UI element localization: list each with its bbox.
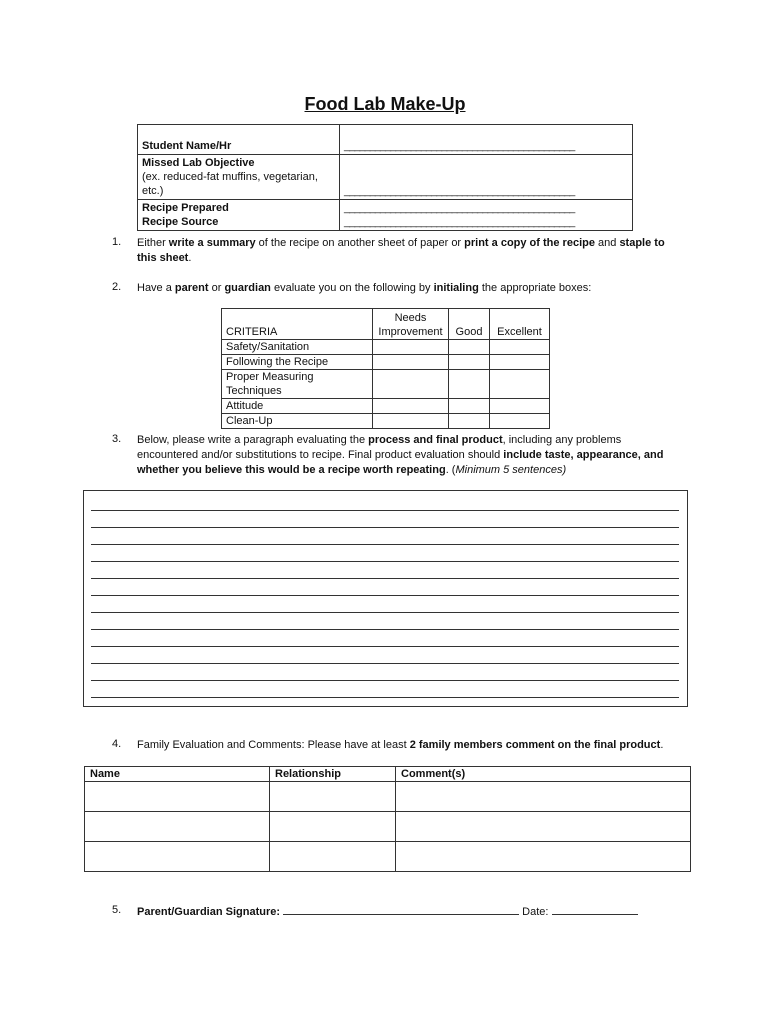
student-name-field[interactable]: _____________________________________________ [340, 125, 633, 155]
criteria-table [221, 308, 550, 429]
rating-box[interactable] [449, 414, 490, 429]
writing-line [91, 612, 679, 613]
rating-box[interactable] [373, 399, 449, 414]
writing-line [91, 629, 679, 630]
criteria-row-label: Safety/Sanitation [222, 340, 373, 355]
rating-box[interactable] [449, 399, 490, 414]
name-header: Name [85, 767, 270, 782]
family-relationship-cell[interactable] [270, 782, 396, 812]
paragraph-box[interactable] [83, 490, 688, 707]
item-1-b3: staple to this sheet [137, 237, 665, 264]
family-relationship-cell[interactable] [270, 842, 396, 872]
family-table [84, 766, 691, 872]
writing-line [91, 663, 679, 664]
signature-line [137, 904, 638, 918]
item-4-b1: 2 family members comment on the final product [409, 739, 661, 751]
item-3-b2: include taste, appearance, and whether you believe this would be a recipe worth repeating [137, 449, 664, 476]
relationship-header: Relationship [270, 767, 396, 782]
writing-line [91, 595, 679, 596]
item-4-t2: . [660, 739, 664, 751]
missed-lab-objective-field[interactable]: _____________________________________________ [340, 155, 633, 200]
rating-box[interactable] [490, 370, 550, 399]
item-4-number: 4. [112, 738, 122, 750]
writing-line [91, 697, 679, 698]
criteria-row-label: Clean-Up [222, 414, 373, 429]
rating-box[interactable] [373, 340, 449, 355]
date-label: Date: [522, 906, 549, 918]
item-1-t3: and [594, 237, 620, 249]
missed-lab-example: (ex. reduced-fat muffins, vegetarian, etc.) [142, 171, 318, 197]
excellent-header: Excellent [490, 309, 550, 340]
item-2-t3: evaluate you on the following by [270, 282, 434, 294]
writing-line [91, 510, 679, 511]
item-1-t1: Either [137, 237, 169, 249]
family-comment-cell[interactable] [396, 842, 691, 872]
item-1-b2: print a copy of the recipe [464, 237, 595, 249]
item-5-number: 5. [112, 904, 122, 916]
rating-box[interactable] [449, 340, 490, 355]
recipe-field[interactable] [340, 200, 633, 231]
family-name-cell[interactable] [85, 842, 270, 872]
family-relationship-cell[interactable] [270, 812, 396, 842]
recipe-prepared-field[interactable]: _____________________________________________ [344, 202, 575, 214]
item-1-t4: . [188, 252, 192, 264]
family-comment-cell[interactable] [396, 812, 691, 842]
writing-line [91, 680, 679, 681]
rating-box[interactable] [373, 414, 449, 429]
comments-header: Comment(s) [396, 767, 691, 782]
page-title: Food Lab Make-Up [304, 94, 466, 114]
rating-box[interactable] [490, 355, 550, 370]
item-2-b3: initialing [433, 282, 479, 294]
item-2-t1: Have a [137, 282, 175, 294]
item-2-t4: the appropriate boxes: [478, 282, 592, 294]
criteria-row-label: Following the Recipe [222, 355, 373, 370]
rating-box[interactable] [449, 370, 490, 399]
item-2-b1: parent [174, 282, 209, 294]
item-4-text [137, 738, 682, 753]
recipe-source-field[interactable]: _____________________________________________ [344, 216, 575, 228]
item-1-t2: of the recipe on another sheet of paper or [255, 237, 465, 249]
item-3-i1: Minimum 5 sentences) [455, 464, 567, 476]
student-name-label: Student Name/Hr [138, 125, 340, 155]
writing-line [91, 578, 679, 579]
criteria-row-label: Proper Measuring Techniques [222, 370, 373, 399]
item-3-b1: process and final product [368, 434, 503, 446]
student-info-table [137, 124, 633, 231]
family-comment-cell[interactable] [396, 782, 691, 812]
writing-line [91, 561, 679, 562]
item-3-text [137, 433, 682, 478]
criteria-row-label: Attitude [222, 399, 373, 414]
item-3-t2: , including any problems encountered and/or substitutions to recipe. Final product evaluation should [137, 434, 622, 461]
rating-box[interactable] [490, 399, 550, 414]
needs-header-line2: Improvement [378, 326, 443, 338]
item-2-number: 2. [112, 281, 122, 293]
rating-box[interactable] [449, 355, 490, 370]
item-3-t1: Below, please write a paragraph evaluating the [137, 434, 369, 446]
date-field[interactable] [552, 904, 638, 915]
rating-box[interactable] [373, 355, 449, 370]
writing-line [91, 646, 679, 647]
rating-box[interactable] [490, 414, 550, 429]
item-1-number: 1. [112, 236, 122, 248]
missed-lab-objective-label: Missed Lab Objective [142, 157, 255, 169]
rating-box[interactable] [373, 370, 449, 399]
needs-header-line1: Needs [394, 312, 427, 324]
recipe-prepared-label: Recipe Prepared [142, 202, 229, 214]
item-3-t3: . ( [445, 464, 456, 476]
item-1-b1: write a summary [168, 237, 256, 249]
item-4-t1: Family Evaluation and Comments: Please have at least [137, 739, 410, 751]
item-3-number: 3. [112, 433, 122, 445]
item-1-text [137, 236, 682, 266]
missed-lab-objective-cell [138, 155, 340, 200]
writing-line [91, 527, 679, 528]
needs-improvement-header [373, 309, 449, 340]
rating-box[interactable] [490, 340, 550, 355]
good-header: Good [449, 309, 490, 340]
writing-line [91, 544, 679, 545]
signature-label: Parent/Guardian Signature: [137, 906, 281, 918]
criteria-header: CRITERIA [222, 309, 373, 340]
family-name-cell[interactable] [85, 782, 270, 812]
item-2-b2: guardian [224, 282, 271, 294]
recipe-source-label: Recipe Source [142, 216, 219, 228]
family-name-cell[interactable] [85, 812, 270, 842]
item-2-text [137, 281, 682, 296]
item-2-t2: or [208, 282, 225, 294]
signature-field[interactable] [283, 904, 519, 915]
recipe-cell [138, 200, 340, 231]
